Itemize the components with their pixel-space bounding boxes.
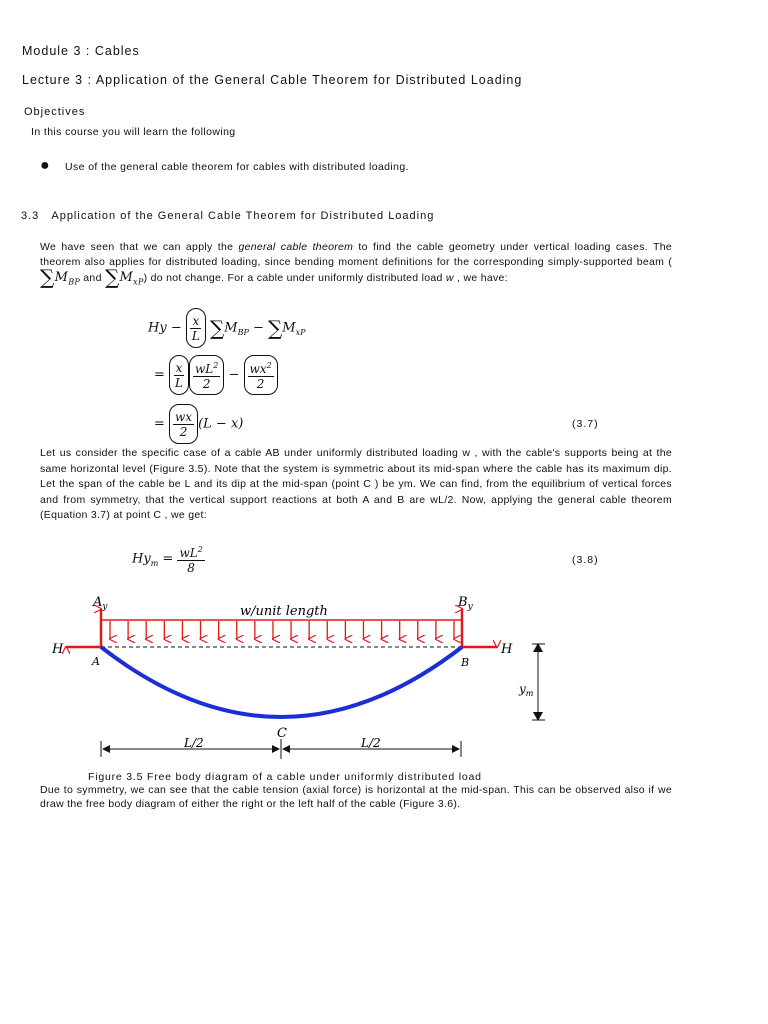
figure-3-5 (0, 585, 768, 770)
label-a: A (92, 655, 100, 668)
label-by: $B_y$ (458, 595, 473, 612)
objectives-intro: In this course you will learn the following (31, 126, 236, 138)
label-ym: $y_m$ (519, 682, 534, 698)
paragraph-symmetry: Due to symmetry, we can see that the cable tension (axial force) is horizontal at the mid-span. This can be observed also if we draw the free body diagram of either the right or the left half of the cable (Figure 3.6). (40, 784, 672, 810)
lecture-title: Lecture 3 : Application of the General Cable Theorem for Distributed Loading (22, 73, 523, 87)
distributed-load-arrows (101, 620, 462, 639)
label-half-left: L/2 (184, 736, 204, 750)
label-h-right: H (501, 642, 513, 657)
label-ay: $A_y$ (93, 595, 108, 612)
label-h-left: H (52, 642, 64, 657)
label-b: B (461, 656, 470, 669)
load-label: w/unit length (240, 604, 328, 619)
section-heading (21, 210, 434, 222)
equation-3-7-line1: Hy − $\frac{x}{L}$ $\sum M_{BP} - \sum M_{xP}$ (148, 308, 306, 348)
section-title: Application of the General Cable Theorem for Distributed Loading (51, 210, 435, 222)
module-title: Module 3 : Cables (22, 44, 140, 58)
paragraph-intro: We have seen that we can apply the general cable theorem to find the cable geometry under vertical loading cases. The theorem also applies for distributed loading, since bending moment definitions for the corresponding simply-supported beam ( $\sum M_{BP}$ and $\sum M_{xP}$) do not change. For a cable under uniformly distributed load w , we have: (40, 241, 672, 289)
equation-3-8-number: (3.8) (572, 554, 599, 566)
figure-caption: Figure 3.5 Free body diagram of a cable under uniformly distributed load (88, 771, 482, 783)
equation-3-7-line3: = $\frac{wx}{2}$ (L − x) (154, 404, 243, 444)
bullet-icon: ● (40, 157, 50, 174)
equation-3-7-line2: = $\frac{x}{L}$ $\frac{wL^2}{2}$ − $\frac{wx^2}{2}$ (154, 355, 278, 395)
section-number: 3.3 (21, 210, 40, 222)
cable-curve (101, 647, 462, 717)
label-c: C (277, 726, 287, 741)
equation-3-7-number: (3.7) (572, 418, 599, 430)
objective-item-text: Use of the general cable theorem for cables with distributed loading. (65, 161, 409, 173)
objective-item (40, 157, 50, 175)
label-half-right: L/2 (361, 736, 381, 750)
paragraph-specific-case: Let us consider the specific case of a cable AB under uniformly distributed loading w , with the cable's supports being at the same horizontal level (Figure 3.5). Note that the system is symmetric about its mid-span where the cable has its maximum dip. Let the span of the cable be L and its dip at the mid-span (point C ) be ym. We can find, from the equilibrium of vertical forces and from symmetry, that the vertical support reactions at both A and B are wL/2. Now, applying the general cable theorem (Equation 3.7) at point C , we get: (40, 447, 672, 521)
equation-3-8: $Hy_m$ = $\frac{wL^2}{8}$ (132, 545, 203, 575)
objectives-heading: Objectives (24, 106, 86, 118)
